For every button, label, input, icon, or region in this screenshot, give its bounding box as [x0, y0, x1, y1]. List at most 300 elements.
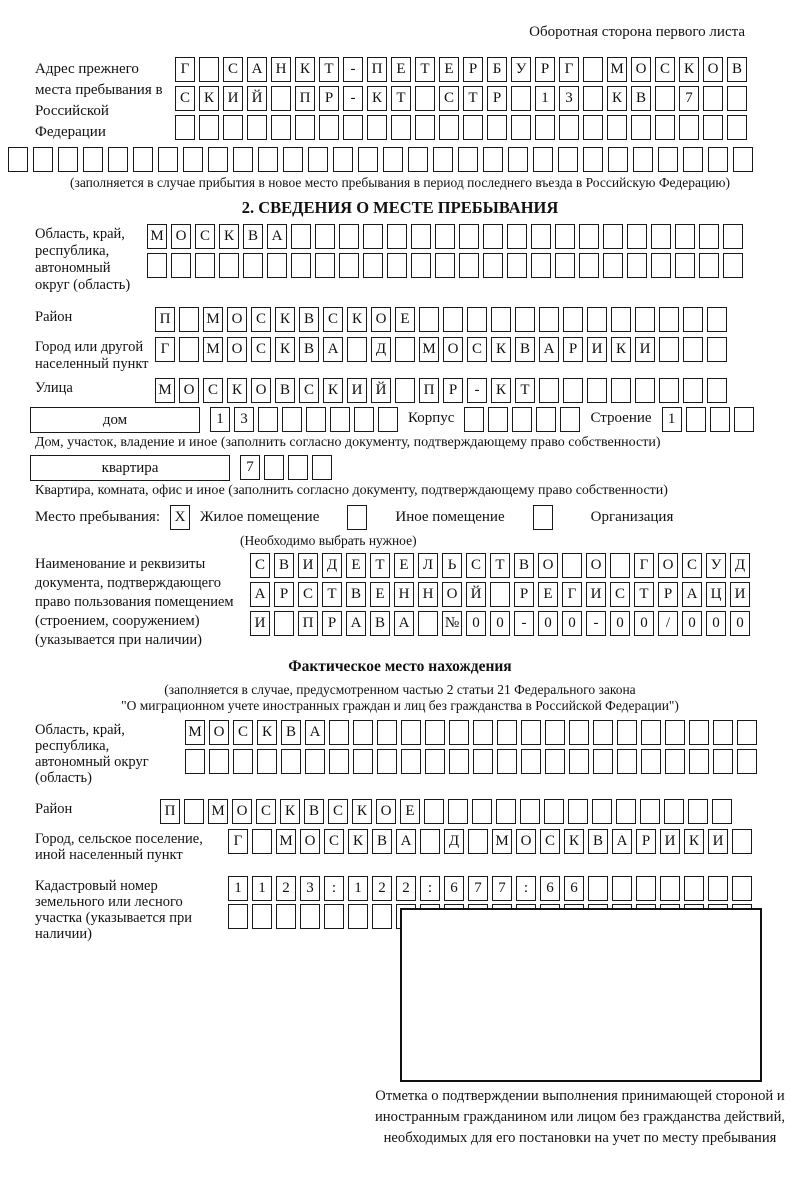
- char-cell[interactable]: И: [223, 86, 243, 111]
- char-cell[interactable]: [679, 115, 699, 140]
- char-cell[interactable]: И: [708, 829, 728, 854]
- char-cell[interactable]: [683, 337, 703, 362]
- char-cell[interactable]: М: [607, 57, 627, 82]
- char-cell[interactable]: [252, 829, 272, 854]
- char-cell[interactable]: [219, 253, 239, 278]
- char-cell[interactable]: [536, 407, 556, 432]
- char-cell[interactable]: [339, 224, 359, 249]
- char-cell[interactable]: [467, 307, 487, 332]
- char-cell[interactable]: [483, 224, 503, 249]
- char-cell[interactable]: [147, 253, 167, 278]
- char-cell[interactable]: [587, 307, 607, 332]
- char-cell[interactable]: 3: [559, 86, 579, 111]
- char-cell[interactable]: [199, 57, 219, 82]
- char-cell[interactable]: К: [219, 224, 239, 249]
- char-cell[interactable]: [699, 253, 719, 278]
- char-cell[interactable]: Е: [346, 553, 366, 578]
- char-cell[interactable]: :: [420, 876, 440, 901]
- char-cell[interactable]: К: [295, 57, 315, 82]
- char-cell[interactable]: 7: [679, 86, 699, 111]
- char-cell[interactable]: [179, 337, 199, 362]
- char-cell[interactable]: [512, 407, 532, 432]
- char-cell[interactable]: [490, 582, 510, 607]
- char-cell[interactable]: [315, 224, 335, 249]
- char-cell[interactable]: [593, 720, 613, 745]
- char-cell[interactable]: 1: [210, 407, 230, 432]
- char-cell[interactable]: -: [467, 378, 487, 403]
- char-cell[interactable]: [507, 253, 527, 278]
- char-cell[interactable]: М: [155, 378, 175, 403]
- char-cell[interactable]: [689, 749, 709, 774]
- char-cell[interactable]: [651, 253, 671, 278]
- char-cell[interactable]: [108, 147, 128, 172]
- char-cell[interactable]: [435, 224, 455, 249]
- char-cell[interactable]: [579, 253, 599, 278]
- char-cell[interactable]: [658, 147, 678, 172]
- char-cell[interactable]: К: [275, 307, 295, 332]
- char-cell[interactable]: [635, 378, 655, 403]
- char-cell[interactable]: А: [250, 582, 270, 607]
- char-cell[interactable]: [195, 253, 215, 278]
- char-cell[interactable]: [353, 749, 373, 774]
- char-cell[interactable]: [587, 378, 607, 403]
- char-cell[interactable]: С: [610, 582, 630, 607]
- char-cell[interactable]: Й: [371, 378, 391, 403]
- char-cell[interactable]: [496, 799, 516, 824]
- char-cell[interactable]: 1: [252, 876, 272, 901]
- char-cell[interactable]: Е: [370, 582, 390, 607]
- char-cell[interactable]: Е: [439, 57, 459, 82]
- char-cell[interactable]: [631, 115, 651, 140]
- char-cell[interactable]: В: [370, 611, 390, 636]
- char-cell[interactable]: Д: [322, 553, 342, 578]
- char-cell[interactable]: [607, 115, 627, 140]
- char-cell[interactable]: И: [347, 378, 367, 403]
- char-cell[interactable]: [665, 720, 685, 745]
- char-cell[interactable]: [283, 147, 303, 172]
- char-cell[interactable]: [387, 224, 407, 249]
- char-cell[interactable]: К: [611, 337, 631, 362]
- char-cell[interactable]: С: [175, 86, 195, 111]
- char-cell[interactable]: [683, 378, 703, 403]
- char-cell[interactable]: [703, 86, 723, 111]
- char-cell[interactable]: -: [586, 611, 606, 636]
- char-cell[interactable]: [712, 799, 732, 824]
- char-cell[interactable]: С: [328, 799, 348, 824]
- char-cell[interactable]: [443, 307, 463, 332]
- char-cell[interactable]: У: [511, 57, 531, 82]
- char-cell[interactable]: [58, 147, 78, 172]
- char-cell[interactable]: Т: [634, 582, 654, 607]
- char-cell[interactable]: О: [516, 829, 536, 854]
- char-cell[interactable]: Н: [271, 57, 291, 82]
- char-cell[interactable]: [257, 749, 277, 774]
- char-cell[interactable]: Т: [391, 86, 411, 111]
- char-cell[interactable]: О: [442, 582, 462, 607]
- char-cell[interactable]: К: [491, 337, 511, 362]
- char-cell[interactable]: [449, 749, 469, 774]
- char-cell[interactable]: [617, 749, 637, 774]
- char-cell[interactable]: О: [443, 337, 463, 362]
- char-cell[interactable]: [734, 407, 754, 432]
- char-cell[interactable]: [472, 799, 492, 824]
- char-cell[interactable]: В: [299, 307, 319, 332]
- char-cell[interactable]: [583, 115, 603, 140]
- char-cell[interactable]: [175, 115, 195, 140]
- char-cell[interactable]: Т: [515, 378, 535, 403]
- char-cell[interactable]: [419, 307, 439, 332]
- char-cell[interactable]: [521, 720, 541, 745]
- char-cell[interactable]: Р: [658, 582, 678, 607]
- char-cell[interactable]: П: [298, 611, 318, 636]
- char-cell[interactable]: Р: [535, 57, 555, 82]
- char-cell[interactable]: [703, 115, 723, 140]
- char-cell[interactable]: П: [155, 307, 175, 332]
- char-cell[interactable]: 1: [348, 876, 368, 901]
- char-cell[interactable]: Т: [415, 57, 435, 82]
- char-cell[interactable]: [659, 337, 679, 362]
- char-cell[interactable]: [133, 147, 153, 172]
- char-cell[interactable]: А: [396, 829, 416, 854]
- char-cell[interactable]: Г: [228, 829, 248, 854]
- char-cell[interactable]: [258, 147, 278, 172]
- char-cell[interactable]: К: [352, 799, 372, 824]
- char-cell[interactable]: П: [295, 86, 315, 111]
- char-cell[interactable]: В: [588, 829, 608, 854]
- char-cell[interactable]: [463, 115, 483, 140]
- char-cell[interactable]: [306, 407, 326, 432]
- char-cell[interactable]: [562, 553, 582, 578]
- char-cell[interactable]: [592, 799, 612, 824]
- char-cell[interactable]: Б: [487, 57, 507, 82]
- char-cell[interactable]: [560, 407, 580, 432]
- char-cell[interactable]: -: [514, 611, 534, 636]
- checkbox-residential[interactable]: X: [170, 505, 190, 530]
- char-cell[interactable]: [271, 86, 291, 111]
- char-cell[interactable]: [563, 307, 583, 332]
- char-cell[interactable]: [184, 799, 204, 824]
- char-cell[interactable]: [291, 253, 311, 278]
- char-cell[interactable]: [569, 720, 589, 745]
- char-cell[interactable]: [267, 253, 287, 278]
- char-cell[interactable]: [483, 147, 503, 172]
- char-cell[interactable]: [378, 407, 398, 432]
- char-cell[interactable]: Т: [463, 86, 483, 111]
- char-cell[interactable]: В: [274, 553, 294, 578]
- char-cell[interactable]: 0: [634, 611, 654, 636]
- char-cell[interactable]: /: [658, 611, 678, 636]
- char-cell[interactable]: С: [251, 337, 271, 362]
- char-cell[interactable]: [732, 876, 752, 901]
- char-cell[interactable]: [330, 407, 350, 432]
- char-cell[interactable]: [464, 407, 484, 432]
- char-cell[interactable]: Й: [466, 582, 486, 607]
- char-cell[interactable]: [418, 611, 438, 636]
- char-cell[interactable]: К: [227, 378, 247, 403]
- char-cell[interactable]: [707, 378, 727, 403]
- char-cell[interactable]: [458, 147, 478, 172]
- char-cell[interactable]: [425, 720, 445, 745]
- char-cell[interactable]: Д: [730, 553, 750, 578]
- char-cell[interactable]: У: [706, 553, 726, 578]
- char-cell[interactable]: Е: [391, 57, 411, 82]
- char-cell[interactable]: [727, 86, 747, 111]
- char-cell[interactable]: [655, 86, 675, 111]
- char-cell[interactable]: С: [223, 57, 243, 82]
- char-cell[interactable]: [333, 147, 353, 172]
- char-cell[interactable]: [491, 307, 511, 332]
- char-cell[interactable]: О: [232, 799, 252, 824]
- char-cell[interactable]: [636, 876, 656, 901]
- char-cell[interactable]: [531, 224, 551, 249]
- char-cell[interactable]: [558, 147, 578, 172]
- char-cell[interactable]: М: [419, 337, 439, 362]
- char-cell[interactable]: [329, 749, 349, 774]
- char-cell[interactable]: С: [682, 553, 702, 578]
- char-cell[interactable]: [487, 115, 507, 140]
- char-cell[interactable]: Н: [394, 582, 414, 607]
- char-cell[interactable]: Р: [463, 57, 483, 82]
- char-cell[interactable]: Г: [634, 553, 654, 578]
- char-cell[interactable]: В: [243, 224, 263, 249]
- char-cell[interactable]: В: [727, 57, 747, 82]
- char-cell[interactable]: В: [304, 799, 324, 824]
- char-cell[interactable]: [401, 749, 421, 774]
- char-cell[interactable]: Е: [395, 307, 415, 332]
- char-cell[interactable]: Р: [274, 582, 294, 607]
- char-cell[interactable]: [507, 224, 527, 249]
- char-cell[interactable]: К: [564, 829, 584, 854]
- char-cell[interactable]: П: [367, 57, 387, 82]
- char-cell[interactable]: [488, 407, 508, 432]
- char-cell[interactable]: Л: [418, 553, 438, 578]
- char-cell[interactable]: Р: [563, 337, 583, 362]
- char-cell[interactable]: [689, 720, 709, 745]
- char-cell[interactable]: О: [300, 829, 320, 854]
- char-cell[interactable]: Г: [559, 57, 579, 82]
- char-cell[interactable]: И: [660, 829, 680, 854]
- char-cell[interactable]: 0: [682, 611, 702, 636]
- char-cell[interactable]: [617, 720, 637, 745]
- char-cell[interactable]: О: [227, 337, 247, 362]
- char-cell[interactable]: :: [324, 876, 344, 901]
- char-cell[interactable]: К: [275, 337, 295, 362]
- char-cell[interactable]: Д: [444, 829, 464, 854]
- char-cell[interactable]: [483, 253, 503, 278]
- char-cell[interactable]: А: [394, 611, 414, 636]
- char-cell[interactable]: [664, 799, 684, 824]
- char-cell[interactable]: И: [730, 582, 750, 607]
- char-cell[interactable]: Е: [400, 799, 420, 824]
- char-cell[interactable]: [295, 115, 315, 140]
- char-cell[interactable]: [276, 904, 296, 929]
- char-cell[interactable]: [608, 147, 628, 172]
- char-cell[interactable]: М: [203, 307, 223, 332]
- char-cell[interactable]: Г: [175, 57, 195, 82]
- char-cell[interactable]: [339, 253, 359, 278]
- char-cell[interactable]: В: [514, 553, 534, 578]
- char-cell[interactable]: К: [323, 378, 343, 403]
- char-cell[interactable]: 7: [240, 455, 260, 480]
- char-cell[interactable]: №: [442, 611, 462, 636]
- char-cell[interactable]: [288, 455, 308, 480]
- char-cell[interactable]: [305, 749, 325, 774]
- char-cell[interactable]: [675, 224, 695, 249]
- char-cell[interactable]: [723, 224, 743, 249]
- char-cell[interactable]: [208, 147, 228, 172]
- char-cell[interactable]: Г: [562, 582, 582, 607]
- char-cell[interactable]: [243, 253, 263, 278]
- char-cell[interactable]: [312, 455, 332, 480]
- char-cell[interactable]: К: [348, 829, 368, 854]
- char-cell[interactable]: [247, 115, 267, 140]
- char-cell[interactable]: Р: [322, 611, 342, 636]
- char-cell[interactable]: [183, 147, 203, 172]
- char-cell[interactable]: [395, 337, 415, 362]
- char-cell[interactable]: [635, 307, 655, 332]
- char-cell[interactable]: К: [367, 86, 387, 111]
- char-cell[interactable]: 0: [610, 611, 630, 636]
- char-cell[interactable]: [343, 115, 363, 140]
- char-cell[interactable]: О: [209, 720, 229, 745]
- char-cell[interactable]: [411, 253, 431, 278]
- char-cell[interactable]: О: [538, 553, 558, 578]
- char-cell[interactable]: [433, 147, 453, 172]
- char-cell[interactable]: 7: [468, 876, 488, 901]
- char-cell[interactable]: 2: [276, 876, 296, 901]
- char-cell[interactable]: В: [372, 829, 392, 854]
- char-cell[interactable]: О: [171, 224, 191, 249]
- char-cell[interactable]: 1: [535, 86, 555, 111]
- char-cell[interactable]: М: [147, 224, 167, 249]
- char-cell[interactable]: [588, 876, 608, 901]
- char-cell[interactable]: В: [299, 337, 319, 362]
- char-cell[interactable]: 0: [538, 611, 558, 636]
- char-cell[interactable]: 2: [372, 876, 392, 901]
- char-cell[interactable]: [411, 224, 431, 249]
- char-cell[interactable]: [683, 147, 703, 172]
- char-cell[interactable]: [83, 147, 103, 172]
- char-cell[interactable]: О: [703, 57, 723, 82]
- char-cell[interactable]: [347, 337, 367, 362]
- char-cell[interactable]: [675, 253, 695, 278]
- char-cell[interactable]: [459, 224, 479, 249]
- char-cell[interactable]: [324, 904, 344, 929]
- char-cell[interactable]: О: [586, 553, 606, 578]
- char-cell[interactable]: [420, 829, 440, 854]
- char-cell[interactable]: К: [280, 799, 300, 824]
- char-cell[interactable]: [603, 224, 623, 249]
- char-cell[interactable]: Ц: [706, 582, 726, 607]
- char-cell[interactable]: С: [298, 582, 318, 607]
- char-cell[interactable]: [627, 224, 647, 249]
- char-cell[interactable]: [363, 253, 383, 278]
- char-cell[interactable]: [282, 407, 302, 432]
- char-cell[interactable]: [593, 749, 613, 774]
- char-cell[interactable]: [569, 749, 589, 774]
- char-cell[interactable]: [611, 307, 631, 332]
- char-cell[interactable]: [708, 876, 728, 901]
- char-cell[interactable]: [727, 115, 747, 140]
- char-cell[interactable]: М: [276, 829, 296, 854]
- char-cell[interactable]: [319, 115, 339, 140]
- char-cell[interactable]: В: [281, 720, 301, 745]
- char-cell[interactable]: О: [251, 378, 271, 403]
- checkbox-other-premises[interactable]: [347, 505, 367, 530]
- char-cell[interactable]: И: [298, 553, 318, 578]
- char-cell[interactable]: К: [684, 829, 704, 854]
- char-cell[interactable]: А: [323, 337, 343, 362]
- char-cell[interactable]: К: [199, 86, 219, 111]
- char-cell[interactable]: 2: [396, 876, 416, 901]
- char-cell[interactable]: С: [655, 57, 675, 82]
- char-cell[interactable]: [358, 147, 378, 172]
- char-cell[interactable]: [713, 720, 733, 745]
- char-cell[interactable]: К: [679, 57, 699, 82]
- char-cell[interactable]: [603, 253, 623, 278]
- char-cell[interactable]: [473, 720, 493, 745]
- char-cell[interactable]: 7: [492, 876, 512, 901]
- char-cell[interactable]: Й: [247, 86, 267, 111]
- char-cell[interactable]: [660, 876, 680, 901]
- char-cell[interactable]: С: [299, 378, 319, 403]
- char-cell[interactable]: [616, 799, 636, 824]
- char-cell[interactable]: [387, 253, 407, 278]
- char-cell[interactable]: [383, 147, 403, 172]
- char-cell[interactable]: 6: [540, 876, 560, 901]
- char-cell[interactable]: [545, 749, 565, 774]
- char-cell[interactable]: [511, 86, 531, 111]
- char-cell[interactable]: И: [250, 611, 270, 636]
- char-cell[interactable]: А: [682, 582, 702, 607]
- char-cell[interactable]: С: [439, 86, 459, 111]
- char-cell[interactable]: Ь: [442, 553, 462, 578]
- char-cell[interactable]: О: [227, 307, 247, 332]
- char-cell[interactable]: 6: [564, 876, 584, 901]
- char-cell[interactable]: [315, 253, 335, 278]
- char-cell[interactable]: В: [275, 378, 295, 403]
- char-cell[interactable]: О: [371, 307, 391, 332]
- char-cell[interactable]: [281, 749, 301, 774]
- char-cell[interactable]: Р: [443, 378, 463, 403]
- char-cell[interactable]: [737, 749, 757, 774]
- char-cell[interactable]: [699, 224, 719, 249]
- char-cell[interactable]: [264, 455, 284, 480]
- char-cell[interactable]: [271, 115, 291, 140]
- char-cell[interactable]: [448, 799, 468, 824]
- char-cell[interactable]: [228, 904, 248, 929]
- char-cell[interactable]: С: [467, 337, 487, 362]
- char-cell[interactable]: [363, 224, 383, 249]
- char-cell[interactable]: [415, 86, 435, 111]
- char-cell[interactable]: [563, 378, 583, 403]
- char-cell[interactable]: 3: [300, 876, 320, 901]
- char-cell[interactable]: С: [256, 799, 276, 824]
- char-cell[interactable]: А: [346, 611, 366, 636]
- char-cell[interactable]: С: [251, 307, 271, 332]
- char-cell[interactable]: П: [160, 799, 180, 824]
- char-cell[interactable]: [33, 147, 53, 172]
- char-cell[interactable]: [401, 720, 421, 745]
- char-cell[interactable]: [348, 904, 368, 929]
- char-cell[interactable]: [533, 147, 553, 172]
- char-cell[interactable]: [497, 720, 517, 745]
- char-cell[interactable]: [497, 749, 517, 774]
- char-cell[interactable]: С: [250, 553, 270, 578]
- char-cell[interactable]: [511, 115, 531, 140]
- char-cell[interactable]: А: [305, 720, 325, 745]
- char-cell[interactable]: [449, 720, 469, 745]
